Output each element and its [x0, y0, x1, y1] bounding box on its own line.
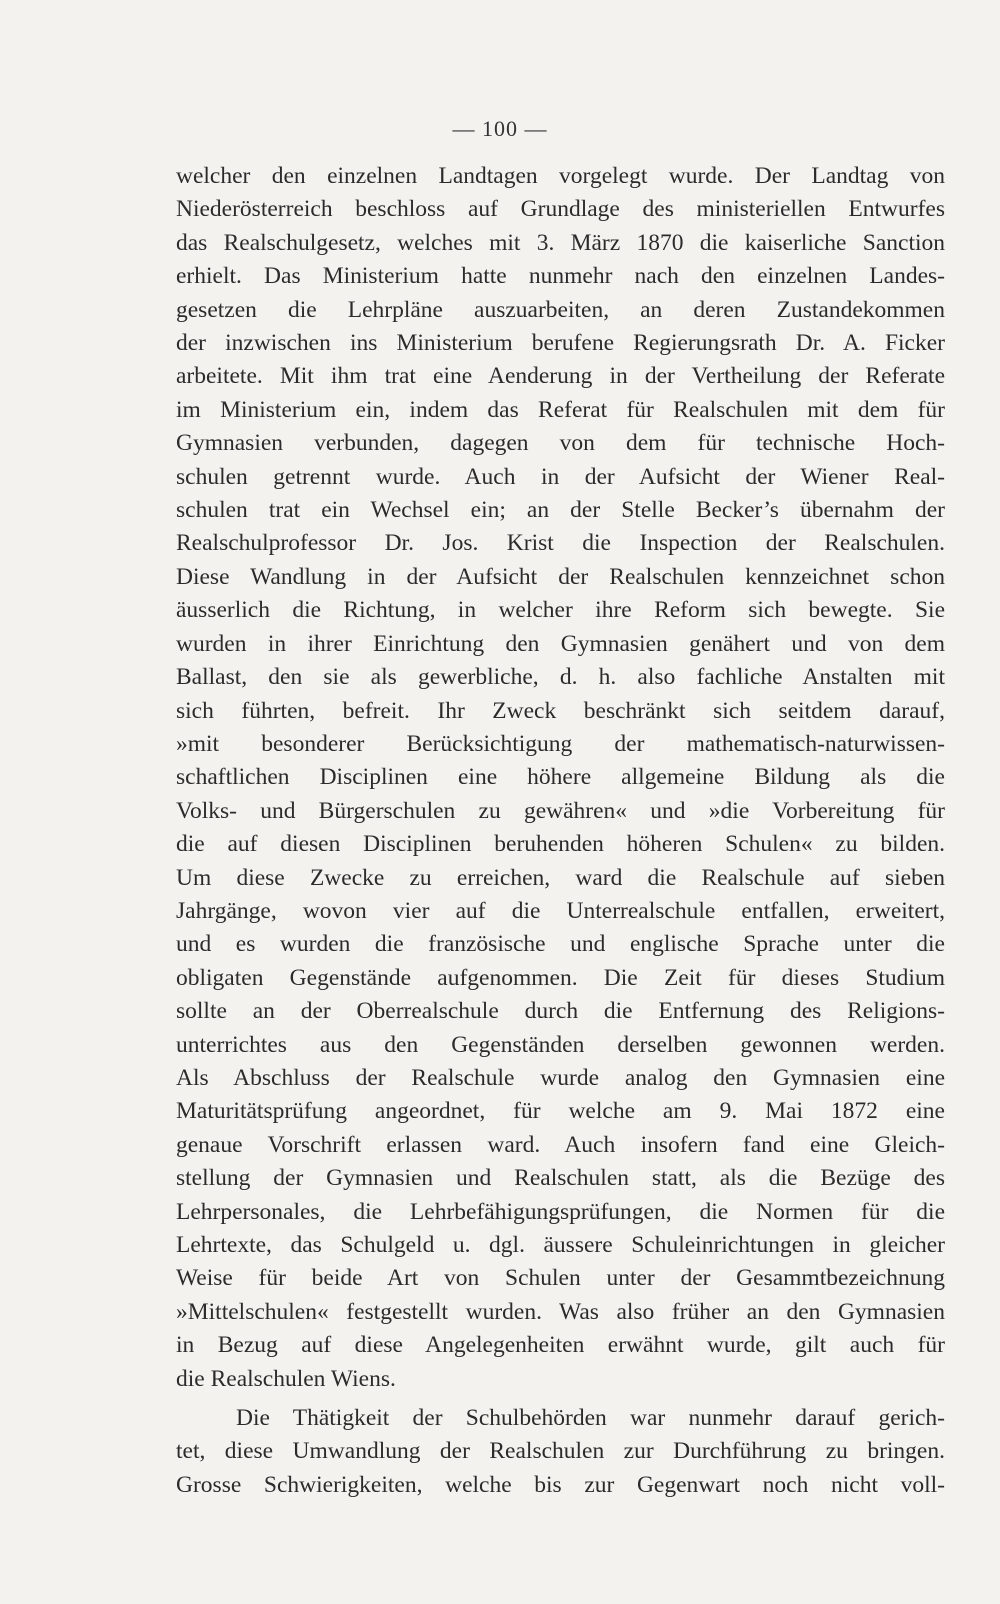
text-line: Gymnasien verbunden, dagegen von dem für technische Hoch-: [176, 430, 945, 457]
text-line: der inzwischen ins Ministerium berufene Regierungsrath Dr. A. Ficker: [176, 330, 945, 357]
text-line: Realschulprofessor Dr. Jos. Krist die Inspection der Realschulen.: [176, 530, 945, 557]
text-line: wurden in ihrer Einrichtung den Gymnasien genähert und von dem: [176, 630, 945, 657]
text-line: die Realschulen Wiens.: [176, 1365, 396, 1392]
text-line: und es wurden die französische und englische Sprache unter die: [176, 931, 945, 958]
text-line: Die Thätigkeit der Schulbehörden war nunmehr darauf gerich-: [236, 1405, 945, 1432]
text-line: schulen trat ein Wechsel ein; an der Stelle Becker’s übernahm der: [176, 497, 945, 524]
text-line: sich führten, befreit. Ihr Zweck beschränkt sich seitdem darauf,: [176, 697, 945, 724]
text-line: »Mittelschulen« festgestellt wurden. Was also früher an den Gymnasien: [176, 1298, 945, 1325]
text-line: äusserlich die Richtung, in welcher ihre Reform sich bewegte. Sie: [176, 597, 945, 624]
text-line: schaftlichen Disciplinen eine höhere allgemeine Bildung als die: [176, 764, 945, 791]
text-line: gesetzen die Lehrpläne auszuarbeiten, an deren Zustandekommen: [176, 296, 945, 323]
paragraph: [176, 160, 945, 1396]
text-line: die auf diesen Disciplinen beruhenden höheren Schulen« zu bilden.: [176, 831, 945, 858]
text-line: Um diese Zwecke zu erreichen, ward die Realschule auf sieben: [176, 864, 945, 891]
text-line: Maturitätsprüfung angeordnet, für welche am 9. Mai 1872 eine: [176, 1098, 945, 1125]
text-line: Lehrtexte, das Schulgeld u. dgl. äussere Schuleinrichtungen in gleicher: [176, 1232, 945, 1258]
text-line: stellung der Gymnasien und Realschulen statt, als die Bezüge des: [176, 1165, 945, 1192]
text-line: Jahrgänge, wovon vier auf die Unterrealschule entfallen, erweitert,: [176, 897, 945, 924]
paragraph: [176, 1402, 945, 1502]
text-line: erhielt. Das Ministerium hatte nunmehr nach den einzelnen Landes-: [176, 263, 945, 290]
text-line: »mit besonderer Berücksichtigung der mathematisch-naturwissen-: [176, 730, 945, 757]
text-line: Als Abschluss der Realschule wurde analog den Gymnasien eine: [176, 1064, 945, 1091]
text-line: Grosse Schwierigkeiten, welche bis zur Gegenwart noch nicht voll-: [176, 1471, 945, 1498]
body-text: [176, 160, 945, 1502]
text-line: Lehrpersonales, die Lehrbefähigungsprüfungen, die Normen für die: [176, 1198, 945, 1225]
text-line: welcher den einzelnen Landtagen vorgelegt wurde. Der Landtag von: [176, 163, 945, 189]
text-line: Niederösterreich beschloss auf Grundlage des ministeriellen Entwurfes: [176, 196, 945, 223]
text-line: im Ministerium ein, indem das Referat für Realschulen mit dem für: [176, 396, 945, 423]
text-line: in Bezug auf diese Angelegenheiten erwähnt wurde, gilt auch für: [176, 1332, 945, 1359]
text-line: obligaten Gegenstände aufgenommen. Die Zeit für dieses Studium: [176, 964, 945, 991]
text-line: genaue Vorschrift erlassen ward. Auch insofern fand eine Gleich-: [176, 1131, 945, 1158]
text-line: Volks- und Bürgerschulen zu gewähren« und »die Vorbereitung für: [176, 797, 945, 824]
text-line: das Realschulgesetz, welches mit 3. März 1870 die kaiserliche Sanction: [176, 229, 945, 256]
text-line: unterrichtes aus den Gegenständen derselben gewonnen werden.: [176, 1031, 945, 1058]
text-line: Diese Wandlung in der Aufsicht der Realschulen kennzeichnet schon: [176, 563, 945, 590]
text-line: schulen getrennt wurde. Auch in der Aufsicht der Wiener Real-: [176, 463, 945, 490]
text-line: arbeitete. Mit ihm trat eine Aenderung in der Vertheilung der Referate: [176, 363, 945, 390]
text-line: sollte an der Oberrealschule durch die Entfernung des Religions-: [176, 998, 945, 1025]
page-number: — 100 —: [452, 116, 548, 141]
text-line: tet, diese Umwandlung der Realschulen zur Durchführung zu bringen.: [176, 1438, 945, 1465]
text-line: Weise für beide Art von Schulen unter der Gesammtbezeichnung: [176, 1265, 945, 1292]
text-line: Ballast, den sie als gewerbliche, d. h. also fachliche Anstalten mit: [176, 664, 945, 691]
